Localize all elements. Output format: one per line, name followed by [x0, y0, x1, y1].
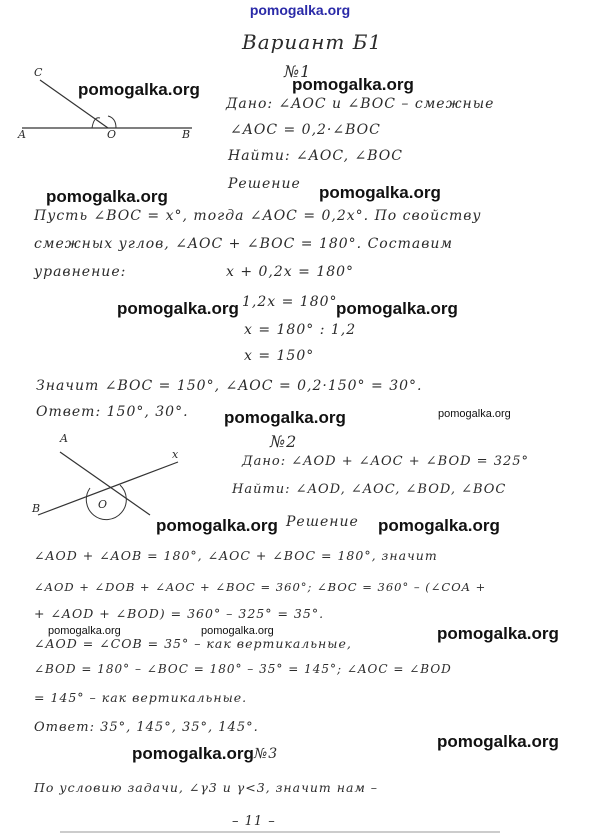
task1-find: Найти: ∠AOC, ∠BOC [228, 148, 403, 164]
task3-line1: По условию задачи, ∠γ3 и γ<3, значит нам – [34, 780, 379, 795]
task2-line4: ∠AOD = ∠COB = 35° – как вертикальные, [34, 636, 352, 651]
task1-line3: уравнение: [34, 264, 127, 280]
task1-eq4: x = 150° [244, 348, 315, 364]
watermark: pomogalka.org [117, 299, 239, 318]
angle-arc-2 [108, 116, 116, 128]
watermark: pomogalka.org [78, 80, 200, 99]
label-o2: O [98, 498, 109, 511]
task3-number: №3 [254, 746, 279, 762]
task1-eq2: 1,2x = 180° [242, 294, 338, 310]
label-b2: B [32, 502, 42, 515]
task1-eq1: x + 0,2x = 180° [226, 264, 355, 280]
label-x2: x [172, 448, 180, 461]
page-number: – 11 – [232, 814, 276, 829]
task1-given2: ∠AOC = 0,2·∠BOC [230, 122, 381, 138]
label-c: C [34, 66, 44, 79]
watermark: pomogalka.org [437, 624, 559, 643]
task2-given: Дано: ∠AOD + ∠AOC + ∠BOD = 325° [242, 454, 530, 469]
task2-line1: ∠AOD + ∠AOB = 180°, ∠AOC + ∠BOC = 180°, значит [34, 548, 438, 563]
task1-given: Дано: ∠AOC и ∠BOC – смежные [226, 96, 495, 112]
watermark: pomogalka.org [438, 408, 511, 420]
task1-eq3: x = 180° : 1,2 [244, 322, 357, 338]
watermark: pomogalka.org [224, 408, 346, 427]
task1-conclusion: Значит ∠BOC = 150°, ∠AOC = 0,2·150° = 30°. [36, 378, 423, 394]
label-a: A [18, 128, 27, 141]
watermark: pomogalka.org [48, 625, 121, 637]
watermark: pomogalka.org [336, 299, 458, 318]
task2-line2: ∠AOD + ∠DOB + ∠AOC + ∠BOC = 360°; ∠BOC = 360° – (∠COA + [34, 580, 487, 594]
site-link[interactable]: pomogalka.org [249, 2, 351, 18]
watermark: pomogalka.org [46, 187, 168, 206]
label-o: O [107, 128, 118, 141]
task2-line6: = 145° – как вертикальные. [34, 690, 248, 705]
variant-title: Вариант Б1 [242, 30, 383, 54]
task2-find: Найти: ∠AOD, ∠AOC, ∠BOD, ∠BOC [232, 482, 507, 497]
watermark: pomogalka.org [319, 183, 441, 202]
task2-line3: + ∠AOD + ∠BOD) = 360° – 325° = 35°. [34, 606, 325, 621]
task2-solution-title: Решение [286, 514, 359, 530]
watermark: pomogalka.org [201, 625, 274, 637]
label-b: B [182, 128, 192, 141]
watermark: pomogalka.org [378, 516, 500, 535]
task1-solution-title: Решение [228, 176, 301, 192]
watermark: pomogalka.org [437, 732, 559, 751]
task1-answer: Ответ: 150°, 30°. [36, 404, 189, 420]
task2-number: №2 [270, 432, 298, 451]
task1-line2: смежных углов, ∠AOC + ∠BOC = 180°. Составим [34, 236, 453, 252]
task2-answer: Ответ: 35°, 145°, 35°, 145°. [34, 720, 259, 735]
task1-number: №1 [284, 62, 312, 81]
task2-line5: ∠BOD = 180° – ∠BOC = 180° – 35° = 145°; ∠AOC = ∠BOD [34, 662, 452, 676]
task1-line1: Пусть ∠BOC = x°, тогда ∠AOC = 0,2x°. По свойству [34, 208, 482, 224]
watermark: pomogalka.org [132, 744, 254, 763]
watermark: pomogalka.org [292, 75, 414, 94]
watermark: pomogalka.org [156, 516, 278, 535]
label-a2: A [60, 432, 69, 445]
